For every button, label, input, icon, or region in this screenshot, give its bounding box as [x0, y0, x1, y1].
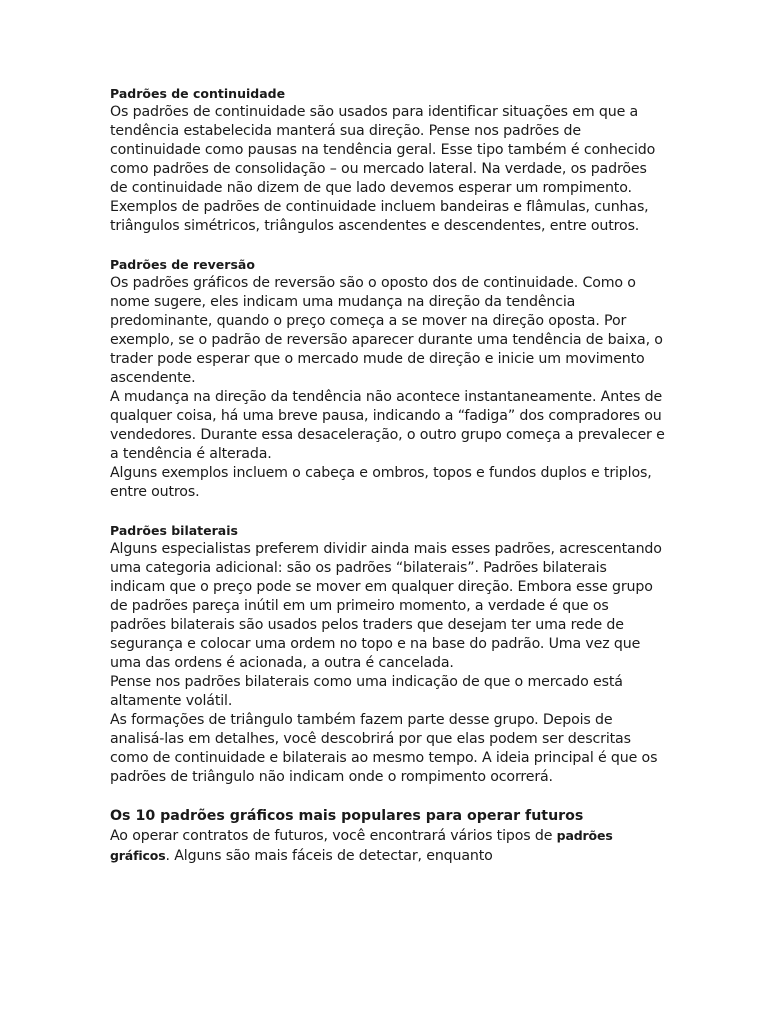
- section-bilaterais: [110, 522, 665, 787]
- paragraph: Pense nos padrões bilaterais como uma indicação de que o mercado está altamente volátil.: [110, 674, 623, 709]
- paragraph: As formações de triângulo também fazem parte desse grupo. Depois de analisá-las em detalhes, você descobrirá por que elas podem ser descritas como de continuidade e bilaterais ao mesmo tempo. A ideia principal é que os padrões de triângulo não indicam onde o rompimento ocorrerá.: [110, 712, 658, 785]
- paragraph-text: Ao operar contratos de futuros, você encontrará vários tipos de: [110, 828, 557, 844]
- paragraph: [110, 826, 665, 866]
- section-heading: Os 10 padrões gráficos mais populares para operar futuros: [110, 808, 584, 824]
- section-continuidade: [110, 85, 665, 236]
- paragraph: Alguns exemplos incluem o cabeça e ombros, topos e fundos duplos e triplos, entre outros.: [110, 465, 652, 500]
- paragraph: A mudança na direção da tendência não acontece instantaneamente. Antes de qualquer coisa, há uma breve pausa, indicando a “fadiga” dos compradores ou vendedores. Durante essa desaceleração, o outro grupo começa a prevalecer e a tendência é alterada.: [110, 389, 665, 462]
- section-heading: Padrões de reversão: [110, 257, 255, 272]
- document-page: [110, 85, 665, 886]
- paragraph: Os padrões gráficos de reversão são o oposto dos de continuidade. Como o nome sugere, eles indicam uma mudança na direção da tendência predominante, quando o preço começa a se mover na direção oposta. Por exemplo, se o padrão de reversão aparecer durante uma tendência de baixa, o trader pode esperar que o mercado mude de direção e inicie um movimento ascendente.: [110, 275, 663, 386]
- section-10-padroes: [110, 807, 665, 866]
- paragraph: Alguns especialistas preferem dividir ainda mais esses padrões, acrescentando uma categoria adicional: são os padrões “bilaterais”. Padrões bilaterais indicam que o preço pode se mover em qualquer direção. Embora esse grupo de padrões pareça inútil em um primeiro momento, a verdade é que os padrões bilaterais são usados pelos traders que desejam ter uma rede de segurança e colocar uma ordem no topo e na base do padrão. Uma vez que uma das ordens é acionada, a outra é cancelada.: [110, 541, 662, 671]
- paragraph: Os padrões de continuidade são usados para identificar situações em que a tendência estabelecida manterá sua direção. Pense nos padrões de continuidade como pausas na tendência geral. Esse tipo também é conhecido como padrões de consolidação – ou mercado lateral. Na verdade, os padrões de continuidade não dizem de que lado devemos esperar um rompimento.: [110, 104, 656, 196]
- paragraph-text: . Alguns são mais fáceis de detectar, enquanto: [165, 848, 493, 864]
- section-heading: Padrões de continuidade: [110, 86, 286, 101]
- section-heading: Padrões bilaterais: [110, 523, 238, 538]
- paragraph: Exemplos de padrões de continuidade incluem bandeiras e flâmulas, cunhas, triângulos simétricos, triângulos ascendentes e descendentes, entre outros.: [110, 199, 649, 234]
- section-reversao: [110, 256, 665, 502]
- bold-term: padrões gráficos: [110, 828, 613, 863]
